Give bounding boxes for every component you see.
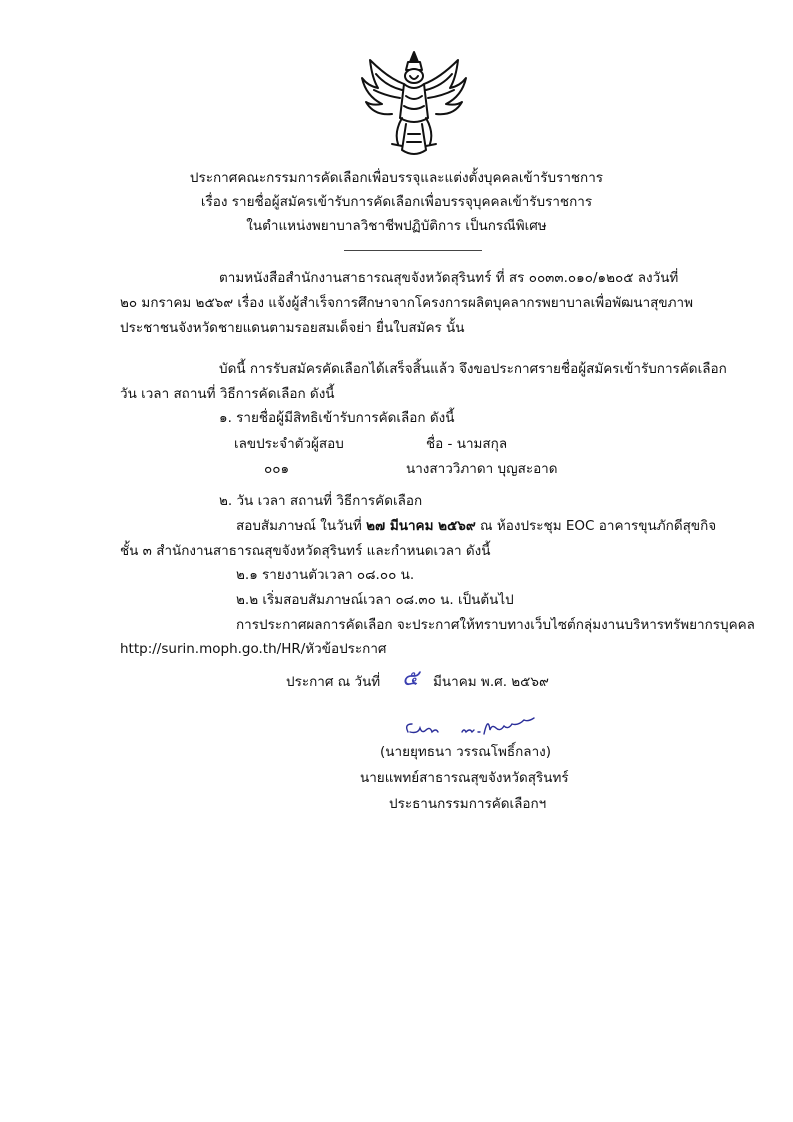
interview-date: ๒๗ มีนาคม ๒๕๖๙ — [366, 518, 476, 534]
signer-position-1: นายแพทย์สาธารณสุขจังหวัดสุรินทร์ — [360, 770, 569, 786]
schedule-2-1: ๒.๑ รายงานตัวเวลา ๐๘.๐๐ น. — [236, 567, 415, 583]
header-line-2: เรื่อง รายชื่อผู้สมัครเข้ารับการคัดเลือกเพื่อบรรจุบุคคลเข้ารับราชการ — [200, 194, 593, 210]
schedule-2-2: ๒.๒ เริ่มสอบสัมภาษณ์เวลา ๐๘.๓๐ น. เป็นต้นไป — [236, 592, 514, 608]
signer-position-2: ประธานกรรมการคัดเลือกฯ — [389, 796, 547, 812]
interview-line-1: สอบสัมภาษณ์ ในวันที่ ๒๗ มีนาคม ๒๕๖๙ ณ ห้องประชุม EOC อาคารขุนภักดีสุขกิจ — [236, 518, 717, 534]
intro-line-2: ๒๐ มกราคม ๒๕๖๙ เรื่อง แจ้งผู้สำเร็จการศึกษาจากโครงการผลิตบุคลากรพยาบาลเพื่อพัฒนาสุขภาพ — [120, 295, 694, 311]
announce-month-year: มีนาคม พ.ศ. ๒๕๖๙ — [433, 674, 549, 690]
column-header-name: ชื่อ - นามสกุล — [426, 436, 508, 452]
garuda-emblem — [358, 48, 470, 160]
intro-line-3: ประชาชนจังหวัดชายแดนตามรอยสมเด็จย่า ยื่นใบสมัคร นั้น — [120, 320, 465, 336]
candidate-name: นางสาววิภาดา บุญสะอาด — [406, 461, 558, 477]
header-line-3: ในตำแหน่งพยาบาลวิชาชีพปฏิบัติการ เป็นกรณีพิเศษ — [246, 218, 547, 234]
section1-title: ๑. รายชื่อผู้มีสิทธิเข้ารับการคัดเลือก ดังนี้ — [219, 410, 455, 426]
announce-prefix: ประกาศ ณ วันที่ — [286, 674, 381, 690]
signer-name: (นายยุทธนา วรรณโพธิ์กลาง) — [380, 744, 552, 760]
result-line-1: การประกาศผลการคัดเลือก จะประกาศให้ทราบทางเว็บไซต์กลุ่มงานบริหารทรัพยากรบุคคล — [236, 617, 755, 633]
candidate-id: ๐๐๑ — [264, 461, 290, 477]
para2-line-1: บัดนี้ การรับสมัครคัดเลือกได้เสร็จสิ้นแล้ว จึงขอประกาศรายชื่อผู้สมัครเข้ารับการคัดเลือก — [219, 361, 727, 377]
handwritten-day: ๕ — [402, 666, 419, 691]
para2-line-2: วัน เวลา สถานที่ วิธีการคัดเลือก ดังนี้ — [120, 386, 335, 402]
section2-title: ๒. วัน เวลา สถานที่ วิธีการคัดเลือก — [219, 493, 423, 509]
column-header-id: เลขประจำตัวผู้สอบ — [234, 436, 344, 452]
result-url[interactable]: http://surin.moph.go.th/HR/หัวข้อประกาศ — [120, 641, 387, 657]
interview-line-2: ชั้น ๓ สำนักงานสาธารณสุขจังหวัดสุรินทร์ และกำหนดเวลา ดังนี้ — [120, 543, 491, 559]
header-line-1: ประกาศคณะกรรมการคัดเลือกเพื่อบรรจุและแต่งตั้งบุคคลเข้ารับราชการ — [189, 170, 604, 186]
intro-line-1: ตามหนังสือสำนักงานสาธารณสุขจังหวัดสุรินทร์ ที่ สร ๐๐๓๓.๐๑๐/๑๒๐๕ ลงวันที่ — [219, 270, 679, 286]
divider — [344, 250, 482, 251]
